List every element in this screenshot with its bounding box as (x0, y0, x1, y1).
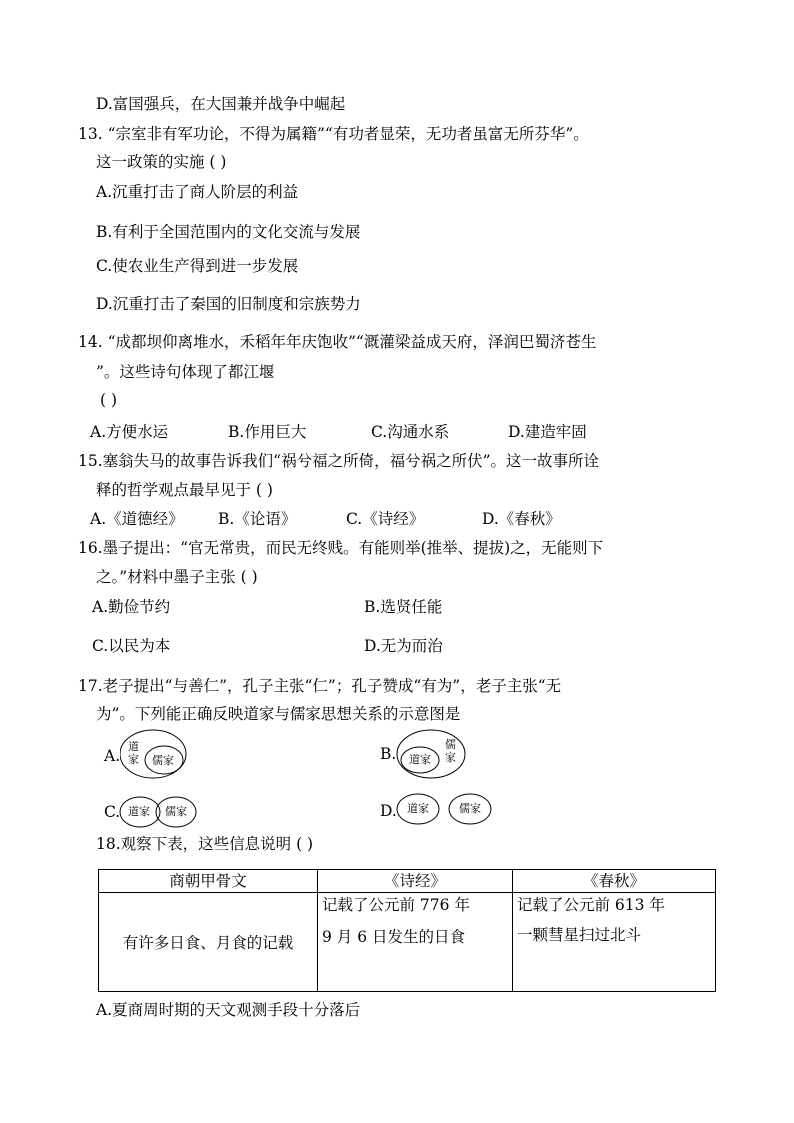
q14-option-c: C.沟通水系 (371, 423, 450, 441)
q15-option-b: B.《论语》 (218, 510, 297, 528)
diagram-b-label: B. (380, 745, 397, 763)
q18-stem: 18.观察下表，这些信息说明 ( ) (96, 835, 314, 853)
cell-line: 记载了公元前 613 年 (517, 896, 665, 914)
q16-stem-1: 16.墨子提出：“官无常贵，而民无终贱。有能则举(推举、提拔)之，无能则下 (78, 539, 604, 557)
table-cell (513, 893, 716, 992)
q14-stem-2: ”。这些诗句体现了都江堰 (96, 363, 275, 381)
diagram-c-right-label: 儒家 (165, 805, 187, 818)
table-header: 《诗经》 (318, 870, 513, 893)
q14-option-a: A.方便水运 (90, 423, 169, 441)
table-row (99, 893, 716, 992)
q16-stem-2: 之。”材料中墨子主张 ( ) (96, 568, 258, 586)
table-header: 《春秋》 (513, 870, 716, 893)
q14-stem-3: ( ) (100, 391, 118, 409)
q15-option-d: D.《春秋》 (482, 510, 561, 528)
q13-option-b: B.有利于全国范围内的文化交流与发展 (96, 223, 361, 241)
diagram-b-venn (396, 728, 468, 780)
q14-option-d: D.建造牢固 (508, 423, 587, 441)
q14-option-b: B.作用巨大 (228, 423, 307, 441)
diagram-b-outer-label: 儒家 (445, 738, 456, 764)
q16-option-a: A.勤俭节约 (92, 598, 171, 616)
q13-option-d: D.沉重打击了秦国的旧制度和宗族势力 (96, 295, 361, 313)
diagram-a-outer-label: 道家 (128, 740, 139, 766)
q16-option-b: B.选贤任能 (364, 598, 443, 616)
diagram-d-right-label: 儒家 (459, 802, 481, 815)
q14-stem-1: 14. “成都坝仰离堆水，禾稻年年庆饱收”“溉灌梁益成天府，泽润巴蜀济苍生 (78, 333, 597, 351)
q17-stem-2: 为”。下列能正确反映道家与儒家思想关系的示意图是 (96, 705, 461, 723)
q16-option-c: C.以民为本 (92, 637, 171, 655)
diagram-c-left-label: 道家 (128, 805, 150, 818)
q17-stem-1: 17.老子提出“与善仁”，孔子主张“仁”；孔子赞成“有为”，老子主张“无 (78, 677, 562, 695)
table-cell (318, 893, 513, 992)
diagram-c-label: C. (104, 803, 121, 821)
cell-line: 记载了公元前 776 年 (322, 896, 470, 914)
q13-option-c: C.使农业生产得到进一步发展 (96, 257, 299, 275)
q13-option-a: A.沉重打击了商人阶层的利益 (96, 183, 299, 201)
cell-text: 有许多日食、月食的记载 (122, 934, 294, 952)
table-header: 商朝甲骨文 (99, 870, 318, 893)
table-cell (99, 893, 318, 992)
diagram-a-label: A. (104, 747, 121, 765)
diagram-b-inner-label: 道家 (409, 753, 431, 766)
q15-option-c: C.《诗经》 (346, 510, 425, 528)
table-header-row (99, 870, 716, 893)
diagram-a-inner-label: 儒家 (152, 754, 174, 767)
q18-option-a: A.夏商周时期的天文观测手段十分落后 (96, 1001, 361, 1019)
q15-option-a: A.《道德经》 (90, 510, 184, 528)
q13-stem-2: 这一政策的实施 ( ) (96, 153, 227, 171)
q15-stem-1: 15.塞翁失马的故事告诉我们“祸兮福之所倚，福兮祸之所伏”。这一故事所诠 (78, 452, 600, 470)
q16-option-d: D.无为而治 (364, 637, 443, 655)
cell-line: 9 月 6 日发生的日食 (322, 928, 466, 946)
cell-line: 一颗彗星扫过北斗 (517, 926, 642, 944)
diagram-d-label: D. (380, 802, 397, 820)
q15-stem-2: 释的哲学观点最早见于 ( ) (96, 481, 273, 499)
diagram-d-left-label: 道家 (407, 802, 429, 815)
line-d-prev: D.富国强兵，在大国兼并战争中崛起 (96, 95, 346, 113)
q13-stem-1: 13. “宗室非有军功论，不得为属籍”“有功者显荣，无功者虽富无所芬华”。 (78, 125, 589, 143)
info-table (98, 869, 716, 992)
